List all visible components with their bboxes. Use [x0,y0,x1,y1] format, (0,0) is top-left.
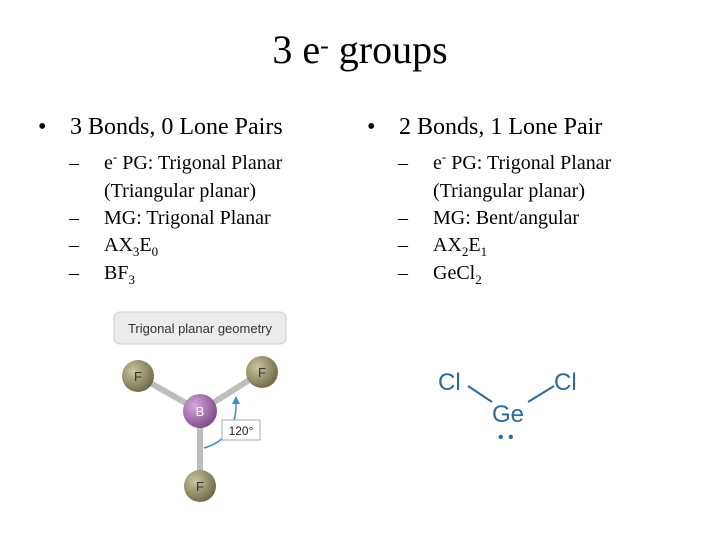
svg-text:F: F [258,365,266,380]
lone-pair: • • [498,429,514,446]
slide-title: 3 e- groups [272,27,448,72]
svg-text:F: F [196,479,204,494]
list-item: – $BF_3$ [69,262,135,287]
list-item: – e- PG: Trigonal Planar (Triangular planar) [398,149,612,202]
chlorine-label-right: Cl [554,369,577,396]
left-bullet: • 3 Bonds, 0 Lone Pairs [38,114,283,140]
bullet-marker: • [38,114,47,140]
svg-text:B: B [195,404,205,419]
figure-header: Trigonal planar geometry [127,321,273,336]
list-item: – GeCl$_2$ [398,262,482,287]
list-item: – $AX_3E_0$ [69,234,159,259]
left-column [38,112,368,288]
right-bullet: • 2 Bonds, 1 Lone Pair [367,114,603,140]
bent-molecule-figure [430,360,590,450]
list-item: – MG: Bent/angular [398,207,580,229]
left-sublist [38,150,368,288]
svg-text:F: F [134,369,142,384]
angle-label: 120° [228,424,254,438]
list-item: – e- PG: Trigonal Planar (Triangular planar) [69,149,283,202]
bond [528,386,554,402]
trigonal-planar-figure [108,308,292,508]
chlorine-label-left: Cl [438,369,461,396]
bond [468,386,492,402]
list-item: – $AX_2E_1$ [398,234,488,259]
bullet-marker: • [367,114,376,140]
right-sublist [367,150,697,288]
arrow-icon [232,396,240,404]
germanium-label: Ge [492,401,525,428]
list-item: – MG: Trigonal Planar [69,207,271,229]
right-column [367,112,697,288]
